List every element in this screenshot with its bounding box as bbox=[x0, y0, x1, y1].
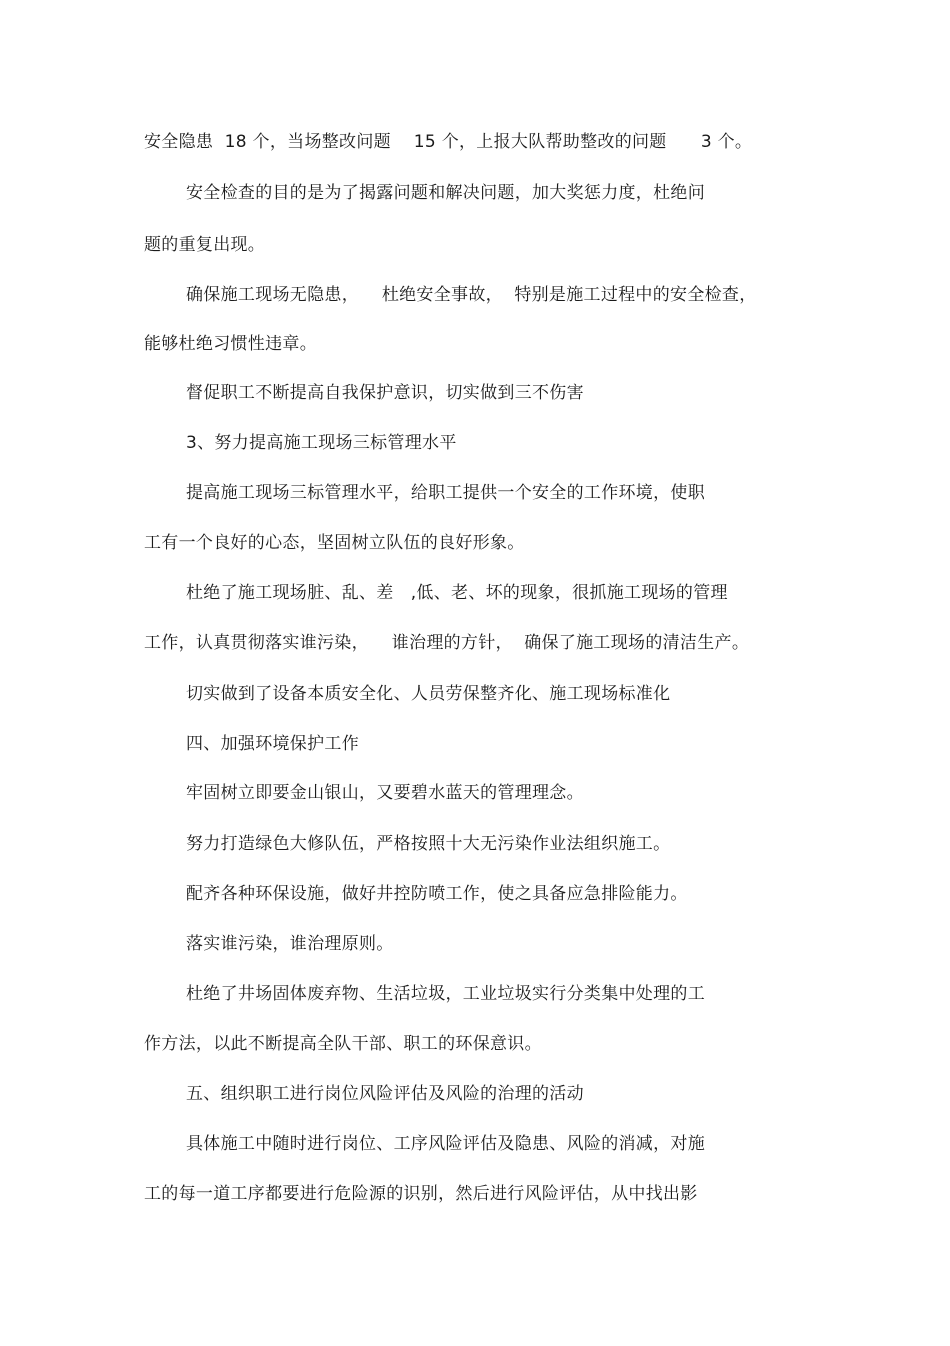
text-line: 督促职工不断提高自我保护意识，切实做到三不伤害 bbox=[186, 383, 584, 403]
text-line: 工有一个良好的心态，坚固树立队伍的良好形象。 bbox=[144, 533, 525, 553]
text-line: 杜绝了施工现场脏、乱、差 ,低、老、坏的现象，很抓施工现场的管理 bbox=[186, 583, 728, 603]
text-line: 提高施工现场三标管理水平，给职工提供一个安全的工作环境，使职 bbox=[186, 483, 705, 503]
section-heading: 四、加强环境保护工作 bbox=[186, 734, 359, 754]
text-line: 安全隐患 18 个，当场整改问题 15 个，上报大队帮助整改的问题 3 个。 bbox=[144, 132, 753, 152]
text-line: 努力打造绿色大修队伍，严格按照十大无污染作业法组织施工。 bbox=[186, 834, 671, 854]
text-line: 牢固树立即要金山银山，又要碧水蓝天的管理理念。 bbox=[186, 783, 584, 803]
text-line: 安全检查的目的是为了揭露问题和解决问题，加大奖惩力度，杜绝问 bbox=[186, 183, 705, 203]
text-line: 作方法，以此不断提高全队干部、职工的环保意识。 bbox=[144, 1034, 542, 1054]
text-line: 工的每一道工序都要进行危险源的识别，然后进行风险评估，从中找出影 bbox=[144, 1184, 698, 1204]
text-line: 确保施工现场无隐患， 杜绝安全事故， 特别是施工过程中的安全检查， bbox=[186, 285, 757, 305]
text-line: 杜绝了井场固体废弃物、生活垃圾，工业垃圾实行分类集中处理的工 bbox=[186, 984, 705, 1004]
text-line: 落实谁污染，谁治理原则。 bbox=[186, 934, 394, 954]
text-line: 工作，认真贯彻落实谁污染， 谁治理的方针， 确保了施工现场的清洁生产。 bbox=[144, 633, 750, 653]
text-line: 具体施工中随时进行岗位、工序风险评估及隐患、风险的消减，对施 bbox=[186, 1134, 705, 1154]
text-line: 题的重复出现。 bbox=[144, 235, 266, 255]
text-line: 配齐各种环保设施，做好井控防喷工作，使之具备应急排险能力。 bbox=[186, 884, 688, 904]
section-heading: 五、组织职工进行岗位风险评估及风险的治理的活动 bbox=[186, 1084, 584, 1104]
text-line: 能够杜绝习惯性违章。 bbox=[144, 334, 317, 354]
section-heading: 3、努力提高施工现场三标管理水平 bbox=[186, 433, 457, 453]
text-line: 切实做到了设备本质安全化、人员劳保整齐化、施工现场标准化 bbox=[186, 684, 671, 704]
